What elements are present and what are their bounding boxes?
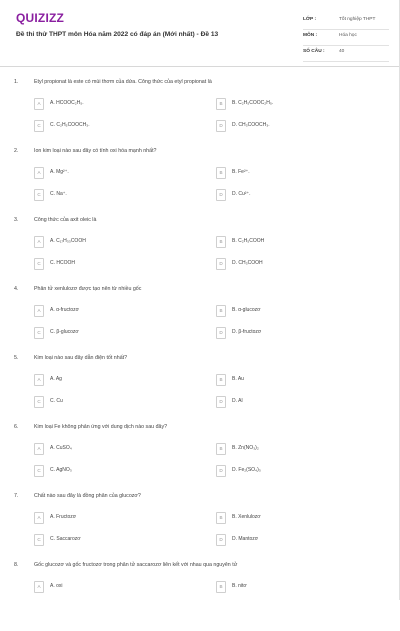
question-number: 3.	[14, 217, 19, 223]
option-text: C. C₂H₅COOCH₃.	[50, 122, 90, 128]
answer-option[interactable]	[34, 98, 184, 110]
question-item	[0, 424, 400, 493]
option-letter-box: D	[216, 534, 226, 546]
meta-label: SỐ CÂU :	[303, 49, 325, 54]
option-text: B. Zn(NO₃)₂	[232, 445, 259, 451]
option-letter-box: B	[216, 443, 226, 455]
option-letter-box: B	[216, 305, 226, 317]
answer-option[interactable]	[216, 258, 366, 270]
answer-option[interactable]	[34, 512, 184, 524]
option-text: D. β-fructozơ	[232, 329, 262, 335]
question-item	[0, 217, 400, 286]
answer-option[interactable]	[34, 374, 184, 386]
option-text: D. Al	[232, 398, 243, 404]
option-letter-box: D	[216, 396, 226, 408]
option-text: D. Cu²⁺.	[232, 191, 251, 197]
answer-option[interactable]	[34, 327, 184, 339]
answer-option[interactable]	[216, 374, 366, 386]
answer-option[interactable]	[34, 534, 184, 546]
answer-option[interactable]	[34, 443, 184, 455]
option-text: B. C₂H₅COOC₂H₅.	[232, 100, 274, 106]
question-text: Etyl propionat là este có mùi thơm của dứa. Công thức của etyl propionat là	[34, 79, 212, 85]
answer-option[interactable]	[216, 120, 366, 132]
question-text: Chất nào sau đây là đồng phân của glucozơ?	[34, 493, 141, 499]
option-letter-box: A	[34, 98, 44, 110]
option-text: C. Cu	[50, 398, 63, 404]
option-letter-box: D	[216, 189, 226, 201]
answer-option[interactable]	[34, 167, 184, 179]
question-item	[0, 148, 400, 217]
option-letter-box: C	[34, 327, 44, 339]
meta-value: Hóa học	[339, 33, 357, 38]
question-number: 4.	[14, 286, 19, 292]
option-letter-box: A	[34, 305, 44, 317]
option-text: B. Xenlulozơ	[232, 514, 261, 520]
question-text: Phân tử xenlulozơ được tạo nên từ nhiều gốc	[34, 286, 142, 292]
option-text: B. Au	[232, 376, 244, 382]
question-item	[0, 355, 400, 424]
question-number: 6.	[14, 424, 19, 430]
option-text: C. β-glucozơ	[50, 329, 79, 335]
option-text: A. oxi	[50, 583, 63, 589]
worksheet-meta-table	[303, 14, 389, 62]
option-letter-box: C	[34, 465, 44, 477]
answer-option[interactable]	[216, 189, 366, 201]
answer-option[interactable]	[34, 258, 184, 270]
option-text: A. Fructozơ	[50, 514, 77, 520]
option-text: D. Mantozơ	[232, 536, 259, 542]
answer-option[interactable]	[216, 305, 366, 317]
question-text: Gốc glucozơ và gốc fructozơ trong phân tử saccarozơ liên kết với nhau qua nguyên tử	[34, 562, 238, 568]
option-text: B. nitơ	[232, 583, 247, 589]
question-text: Công thức của axit oleic là	[34, 217, 97, 223]
option-text: A. Mg²⁺.	[50, 169, 69, 175]
option-text: B. α-glucozơ	[232, 307, 261, 313]
question-list	[0, 79, 400, 631]
option-letter-box: B	[216, 581, 226, 593]
answer-option[interactable]	[216, 465, 366, 477]
worksheet-title: Đề thi thử THPT môn Hóa năm 2022 có đáp án (Mới nhất) - Đề 13	[16, 31, 219, 38]
meta-value: 40	[339, 49, 345, 54]
answer-option[interactable]	[216, 512, 366, 524]
question-item	[0, 79, 400, 148]
option-text: B. Fe²⁺.	[232, 169, 250, 175]
option-text: A. HCOOC₂H₅.	[50, 100, 84, 106]
question-number: 8.	[14, 562, 19, 568]
option-letter-box: C	[34, 534, 44, 546]
quizizz-logo[interactable]: QUIZIZZ	[16, 11, 65, 25]
question-text: Ion kim loại nào sau đây có tính oxi hóa mạnh nhất?	[34, 148, 157, 154]
option-text: C. Na⁺.	[50, 191, 67, 197]
meta-value: Tốt nghiệp THPT	[339, 17, 376, 22]
option-letter-box: C	[34, 258, 44, 270]
answer-option[interactable]	[34, 581, 184, 593]
meta-row-class	[303, 14, 389, 30]
answer-option[interactable]	[216, 396, 366, 408]
option-letter-box: D	[216, 258, 226, 270]
question-number: 7.	[14, 493, 19, 499]
option-letter-box: A	[34, 443, 44, 455]
answer-option[interactable]	[216, 236, 366, 248]
option-text: C. HCOOH	[50, 260, 75, 266]
option-letter-box: C	[34, 396, 44, 408]
option-letter-box: A	[34, 581, 44, 593]
answer-option[interactable]	[216, 581, 366, 593]
option-letter-box: A	[34, 236, 44, 248]
option-letter-box: D	[216, 465, 226, 477]
meta-row-question-count	[303, 46, 389, 62]
question-text: Kim loại Fe không phản ứng với dung dịch nào sau đây?	[34, 424, 168, 430]
option-text: C. AgNO₃	[50, 467, 72, 473]
option-letter-box: D	[216, 120, 226, 132]
question-number: 2.	[14, 148, 19, 154]
option-text: D. Fe₂(SO₄)₃	[232, 467, 261, 473]
question-number: 1.	[14, 79, 19, 85]
option-letter-box: A	[34, 374, 44, 386]
question-item	[0, 286, 400, 355]
question-item	[0, 562, 400, 631]
answer-option[interactable]	[34, 465, 184, 477]
option-letter-box: B	[216, 512, 226, 524]
meta-label: MÔN :	[303, 33, 318, 38]
option-letter-box: C	[34, 189, 44, 201]
answer-option[interactable]	[34, 396, 184, 408]
meta-label: LỚP :	[303, 17, 317, 22]
option-letter-box: D	[216, 327, 226, 339]
option-text: D. CH₃COOH	[232, 260, 263, 266]
option-text: D. CH₃COOCH₃.	[232, 122, 270, 128]
worksheet-header	[0, 0, 400, 67]
answer-option[interactable]	[34, 305, 184, 317]
option-text: C. Saccarozơ	[50, 536, 81, 542]
question-item	[0, 493, 400, 562]
option-letter-box: B	[216, 98, 226, 110]
answer-option[interactable]	[216, 443, 366, 455]
option-letter-box: A	[34, 167, 44, 179]
option-text: A. α-fructozơ	[50, 307, 79, 313]
option-letter-box: A	[34, 512, 44, 524]
answer-option[interactable]	[34, 236, 184, 248]
option-letter-box: B	[216, 374, 226, 386]
question-text: Kim loại nào sau đây dẫn điện tốt nhất?	[34, 355, 128, 361]
answer-option[interactable]	[216, 98, 366, 110]
question-number: 5.	[14, 355, 19, 361]
answer-option[interactable]	[34, 189, 184, 201]
option-text: B. C₂H₅COOH	[232, 238, 265, 244]
option-text: A. C₁₇H₃₃COOH	[50, 238, 86, 244]
option-letter-box: B	[216, 167, 226, 179]
option-text: A. CuSO₄	[50, 445, 72, 451]
answer-option[interactable]	[216, 327, 366, 339]
answer-option[interactable]	[34, 120, 184, 132]
answer-option[interactable]	[216, 534, 366, 546]
option-text: A. Ag	[50, 376, 62, 382]
option-letter-box: B	[216, 236, 226, 248]
option-letter-box: C	[34, 120, 44, 132]
answer-option[interactable]	[216, 167, 366, 179]
meta-row-subject	[303, 30, 389, 46]
